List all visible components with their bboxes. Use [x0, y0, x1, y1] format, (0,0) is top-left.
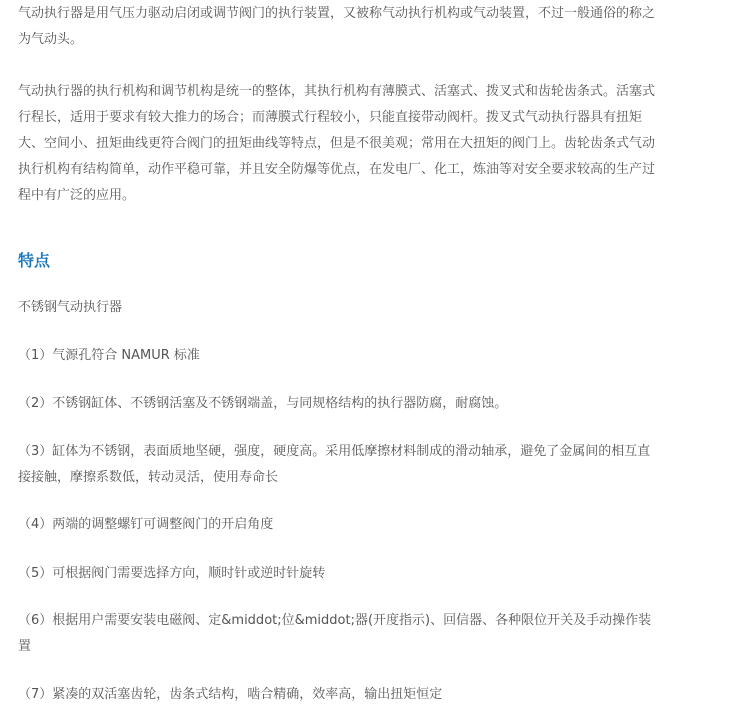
- intro-paragraph-1: 气动执行器是用气压力驱动启闭或调节阀门的执行装置，又被称气动执行机构或气动装置，不过一般通俗的称之为气动头。: [18, 6, 656, 47]
- feature-item-7: （7）紧凑的双活塞齿轮，齿条式结构，啮合精确，效率高，输出扭矩恒定: [18, 687, 443, 702]
- feature-item-3: （3）缸体为不锈钢，表面质地坚硬，强度，硬度高。采用低摩擦材料制成的滑动轴承，避免了金属间的相互直接接触，摩擦系数低，转动灵活，使用寿命长: [18, 444, 651, 485]
- feature-item-1: （1）气源孔符合 NAMUR 标准: [18, 348, 200, 363]
- feature-item-5: （5）可根据阀门需要选择方向，顺时针或逆时针旋转: [18, 566, 326, 581]
- intro-paragraph-2: 气动执行器的执行机构和调节机构是统一的整体，其执行机构有薄膜式、活塞式、拨叉式和齿轮齿条式。活塞式行程长，适用于要求有较大推力的场合；而薄膜式行程较小，只能直接带动阀杆。拨叉式气动执行器具有扭矩大、空间小、扭矩曲线更符合阀门的扭矩曲线等特点，但是不很美观；常用在大扭矩的阀门上。齿轮齿条式气动执行机构有结构简单，动作平稳可靠，并且安全防爆等优点，在发电厂、化工，炼油等对安全要求较高的生产过程中有广泛的应用。: [18, 84, 656, 203]
- section-subtitle: 不锈钢气动执行器: [18, 300, 123, 315]
- section-heading-features: 特点: [18, 251, 51, 270]
- feature-item-4: （4）两端的调整螺钉可调整阀门的开启角度: [18, 517, 274, 532]
- feature-item-2: （2）不锈钢缸体、不锈钢活塞及不锈钢端盖，与同规格结构的执行器防腐，耐腐蚀。: [18, 396, 508, 411]
- feature-item-6: （6）根据用户需要安装电磁阀、定&middot;位&middot;器(开度指示)、回信器、各种限位开关及手动操作装置: [18, 613, 652, 654]
